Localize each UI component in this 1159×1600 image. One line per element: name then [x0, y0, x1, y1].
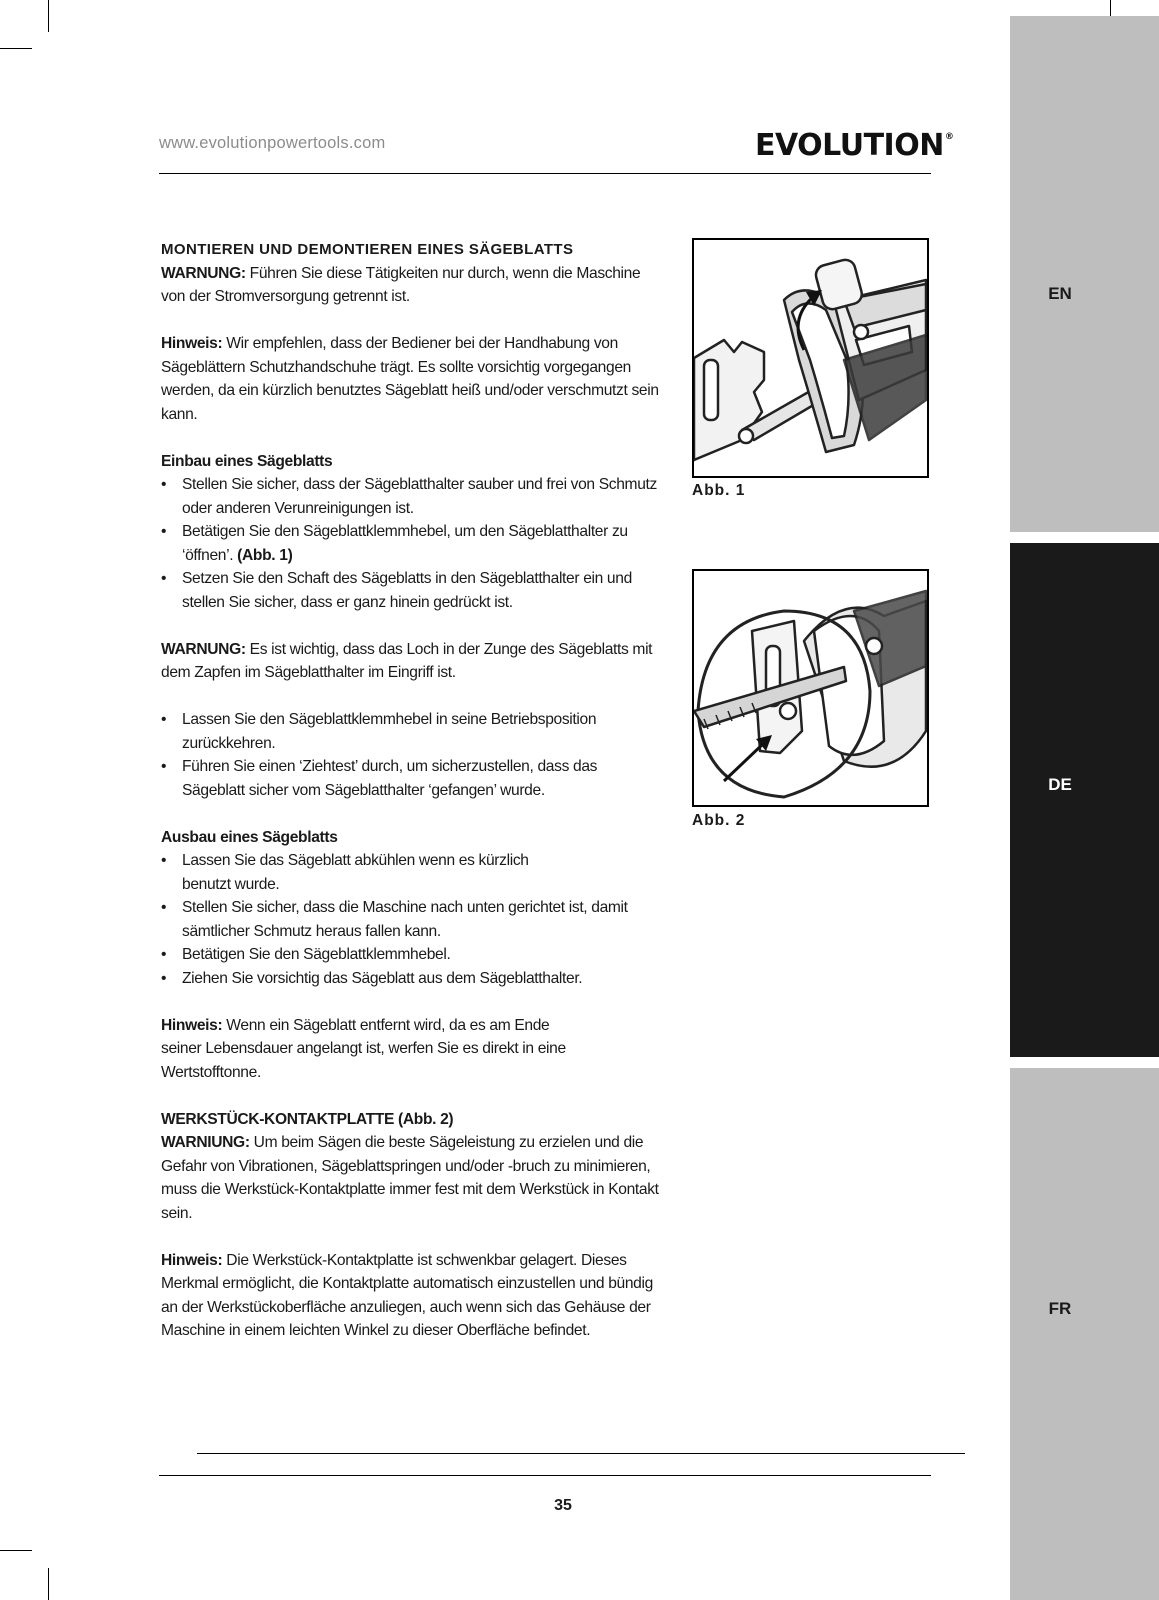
saw-clamp-illustration	[694, 240, 927, 476]
evolution-logo	[755, 128, 953, 163]
warning-label: WARNUNG:	[161, 264, 246, 282]
list-item: • Lassen Sie das Sägeblatt abkühlen wenn es kürzlich benutzt wurde.	[161, 849, 562, 896]
saw-blade-holder-illustration	[694, 571, 927, 805]
warning-text: Führen Sie diese Tätigkeiten nur durch, wenn die Maschine von der Stromversorgung getrennt ist.	[161, 264, 641, 305]
crop-mark	[0, 48, 32, 49]
tab-label-en: EN	[1048, 284, 1072, 303]
figure-1-image	[692, 238, 929, 478]
note-label: Hinweis:	[161, 1251, 223, 1269]
note-paragraph	[161, 1249, 661, 1343]
header-rule	[159, 173, 931, 174]
tab-label-de: DE	[1048, 775, 1072, 794]
warning-paragraph	[161, 1131, 661, 1225]
warning-label: WARNIUNG:	[161, 1134, 250, 1151]
warning-text: Es ist wichtig, dass das Loch in der Zunge des Sägeblatts mit dem Zapfen im Sägeblatthalter im Eingriff ist.	[161, 640, 653, 681]
release-list	[161, 708, 661, 802]
figure-1-caption: Abb. 1	[692, 482, 746, 499]
install-list	[161, 473, 661, 614]
note-text: Wenn ein Sägeblatt entfernt wird, da es am Ende seiner Lebensdauer angelangt ist, werfen Sie es direkt in eine Wertstofftonne.	[161, 1016, 566, 1081]
logo-text: EVOLUTION	[755, 128, 944, 163]
crop-mark	[0, 1550, 32, 1551]
list-item: • Stellen Sie sicher, dass die Maschine nach unten gerichtet ist, damit sämtlicher Schmutz heraus fallen kann.	[161, 896, 631, 943]
side-tab-en	[1010, 16, 1159, 532]
footer-rule-upper	[197, 1453, 965, 1454]
list-item: • Führen Sie einen ‘Ziehtest’ durch, um sicherzustellen, dass das Sägeblatt sicher vom Sägeblatthalter ‘gefangen’ wurde.	[161, 755, 661, 802]
remove-list	[161, 849, 631, 990]
list-item: • Stellen Sie sicher, dass der Sägeblatthalter sauber und frei von Schmutz oder anderen Verunreinigungen ist.	[161, 473, 661, 520]
figure-2-caption: Abb. 2	[692, 812, 746, 829]
figure-reference: (Abb. 1)	[237, 546, 293, 564]
warning-paragraph	[161, 262, 661, 309]
crop-mark	[48, 1568, 49, 1600]
note-paragraph	[161, 332, 661, 426]
website-url: www.evolutionpowertools.com	[159, 134, 386, 152]
footer-rule-lower	[159, 1475, 931, 1476]
warning-text: Um beim Sägen die beste Sägeleistung zu erzielen und die Gefahr von Vibrationen, Sägeblattspringen und/oder -bruch zu minimieren, muss die Werkstück-Kontaktplatte immer fest mit dem Werkstück in Kontakt sein.	[161, 1134, 659, 1222]
note-text: Wir empfehlen, dass der Bediener bei der Handhabung von Sägeblättern Schutzhandschuhe trägt. Es sollte vorsichtig vorgegangen werden, da ein kürzlich benutztes Sägeblatt heiß und/oder verschmutzt sein kann.	[161, 335, 659, 423]
crop-mark	[48, 0, 49, 32]
figure-2-image	[692, 569, 929, 807]
list-item-text: Betätigen Sie den Sägeblattklemmhebel, um den Sägeblatthalter zu ‘öffnen’.	[182, 523, 628, 564]
plate-heading: WERKSTÜCK-KONTAKTPLATTE (Abb. 2)	[161, 1110, 454, 1128]
note-text: Die Werkstück-Kontaktplatte ist schwenkbar gelagert. Dieses Merkmal ermöglicht, die Kontaktplatte automatisch einzustellen und bündig an der Werkstückoberfläche anzuliegen, auch wenn sich das Gehäuse der Maschine in einem leichten Winkel zu dieser Oberfläche befindet.	[161, 1251, 653, 1339]
remove-heading: Ausbau eines Sägeblatts	[161, 828, 338, 846]
note-paragraph	[161, 1014, 591, 1085]
warning-label: WARNUNG:	[161, 640, 246, 658]
tab-label-fr: FR	[1048, 1299, 1072, 1318]
list-item	[161, 520, 661, 567]
warning-paragraph	[161, 638, 661, 685]
section-title: MONTIEREN UND DEMONTIEREN EINES SÄGEBLATTS	[161, 241, 574, 258]
list-item: • Betätigen Sie den Sägeblattklemmhebel.	[161, 943, 631, 967]
list-item: • Ziehen Sie vorsichtig das Sägeblatt aus dem Sägeblatthalter.	[161, 967, 631, 991]
install-heading: Einbau eines Sägeblatts	[161, 452, 333, 470]
note-label: Hinweis:	[161, 335, 223, 352]
registered-mark: ®	[944, 132, 954, 142]
list-item: • Setzen Sie den Schaft des Sägeblatts in den Sägeblatthalter ein und stellen Sie sicher, dass er ganz hinein gedrückt ist.	[161, 567, 661, 614]
side-tab-de	[1010, 543, 1159, 1057]
side-tab-fr	[1010, 1068, 1159, 1600]
page-number: 35	[554, 1497, 572, 1514]
note-label: Hinweis:	[161, 1016, 223, 1034]
main-content	[161, 238, 661, 1343]
list-item: • Lassen Sie den Sägeblattklemmhebel in seine Betriebsposition zurückkehren.	[161, 708, 661, 755]
